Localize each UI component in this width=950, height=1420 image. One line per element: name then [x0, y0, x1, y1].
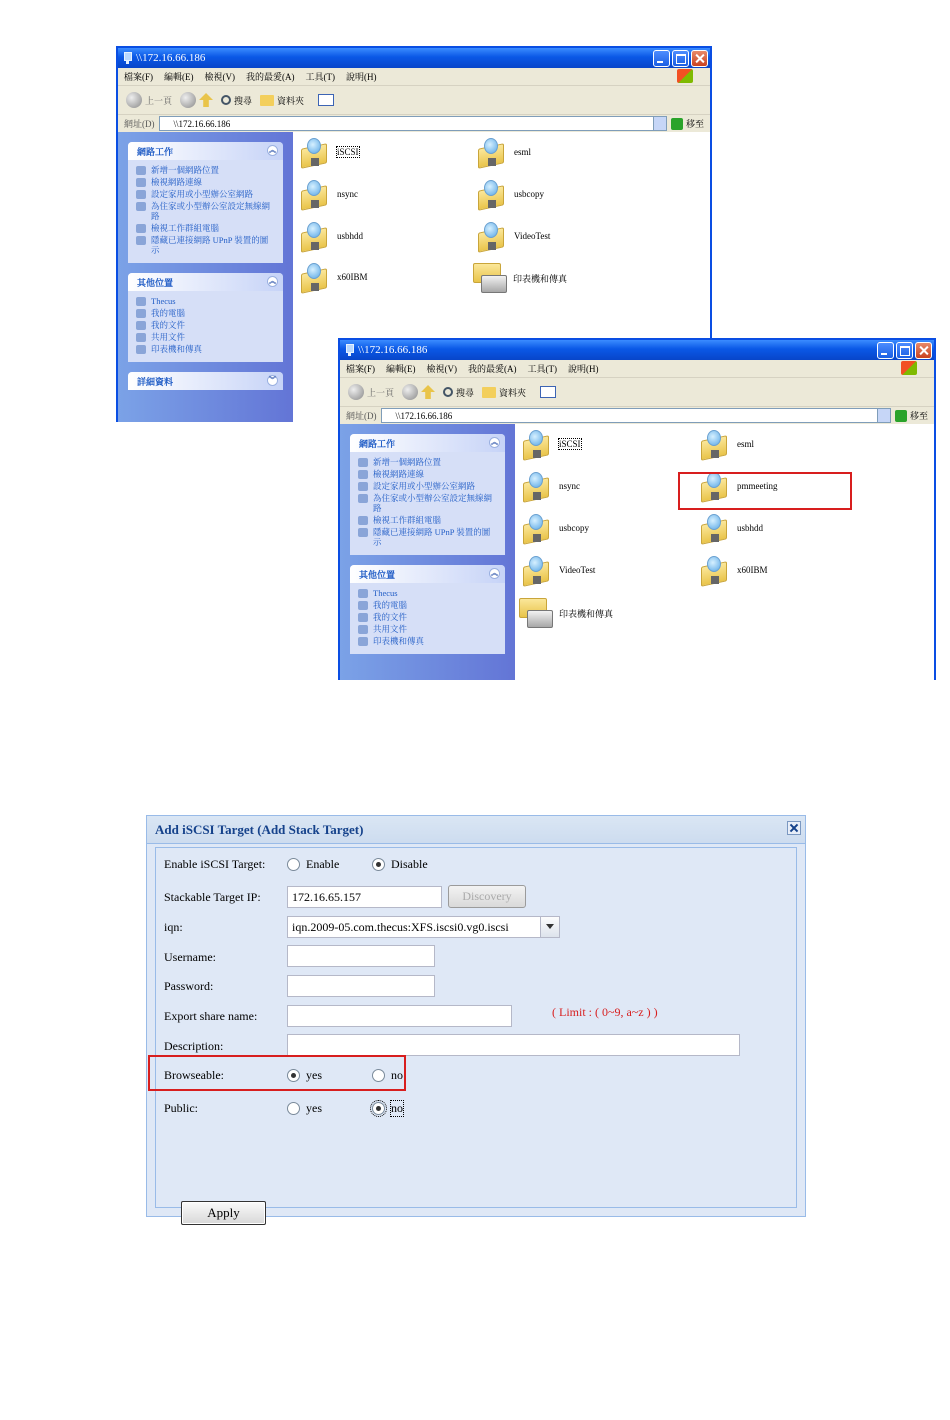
my-computer-icon — [136, 309, 146, 318]
description-input[interactable] — [287, 1034, 740, 1056]
task-pane — [340, 424, 515, 680]
place-printers[interactable]: 印表機和傳真 — [358, 636, 497, 646]
place-my-documents[interactable]: 我的文件 — [136, 320, 275, 330]
place-my-computer[interactable]: 我的電腦 — [358, 600, 497, 610]
browseable-yes-radio[interactable]: yes — [287, 1068, 322, 1083]
menu-favorites[interactable]: 我的最愛(A) — [468, 364, 517, 374]
folders-icon[interactable] — [260, 95, 274, 106]
my-documents-icon — [358, 613, 368, 622]
explorer-body — [340, 424, 934, 680]
stackable-ip-label: Stackable Target IP: — [164, 890, 261, 904]
dialog-header — [147, 816, 805, 844]
browseable-no-radio[interactable]: no — [372, 1068, 403, 1083]
place-shared-documents[interactable]: 共用文件 — [136, 332, 275, 342]
address-dropdown-icon[interactable] — [653, 117, 666, 130]
iqn-select[interactable]: iqn.2009-05.com.thecus:XFS.iscsi0.vg0.iscsi — [287, 916, 541, 938]
task-view-workgroup[interactable]: 檢視工作群組電腦 — [358, 515, 497, 525]
collapse-chevron-icon[interactable]: ︽ — [491, 569, 498, 577]
collapse-chevron-icon[interactable]: ︽ — [491, 438, 498, 446]
go-label: 移至 — [909, 411, 928, 421]
address-label: 網址(D) — [124, 119, 155, 129]
shared-folder-icon — [478, 222, 504, 250]
folders-button-label[interactable]: 資料夾 — [499, 387, 527, 398]
address-value: \\172.16.66.186 — [395, 410, 453, 421]
go-label: 移至 — [685, 119, 704, 129]
network-tasks-header[interactable] — [350, 434, 505, 452]
limit-hint: ( Limit : ( 0~9, a~z ) ) — [552, 1005, 658, 1019]
username-input[interactable] — [287, 945, 435, 967]
share-item[interactable]: usbhdd — [301, 222, 363, 250]
go-arrow-icon — [895, 410, 907, 422]
go-arrow-icon — [671, 118, 683, 130]
address-value: \\172.16.66.186 — [173, 118, 231, 129]
shared-folder-icon — [301, 263, 327, 291]
radio-icon[interactable] — [372, 1102, 385, 1115]
my-computer-icon — [358, 601, 368, 610]
task-setup-home-network[interactable]: 設定家用或小型辦公室網路 — [358, 481, 497, 491]
place-thecus[interactable]: Thecus — [136, 296, 275, 306]
address-input[interactable] — [159, 116, 667, 131]
go-button[interactable] — [671, 117, 704, 130]
shared-folder-icon — [478, 180, 504, 208]
views-icon[interactable] — [540, 386, 556, 398]
network-computer-icon — [358, 589, 368, 598]
wireless-network-icon — [358, 494, 368, 503]
shared-folder-icon — [701, 556, 727, 584]
shared-folder-icon — [478, 138, 504, 166]
title-bar — [340, 340, 934, 360]
share-item[interactable]: nsync — [301, 180, 358, 208]
printer-icon — [136, 345, 146, 354]
share-item[interactable]: esml — [478, 138, 531, 166]
go-button[interactable] — [895, 409, 928, 422]
task-setup-wireless[interactable]: 為住家或小型辦公室設定無線網路 — [358, 493, 497, 513]
password-input[interactable] — [287, 975, 435, 997]
window-title: \\172.16.66.186 — [136, 52, 206, 64]
task-hide-upnp[interactable]: 隱藏已連接網路 UPnP 裝置的圖示 — [136, 235, 275, 255]
details-title: 詳細資料 — [137, 376, 174, 387]
network-folder-icon — [344, 344, 354, 356]
export-share-label: Export share name: — [164, 1009, 258, 1023]
menu-bar — [340, 360, 934, 378]
task-view-connections[interactable]: 檢視網路連線 — [136, 177, 275, 187]
password-label: Password: — [164, 979, 214, 993]
task-pane — [118, 132, 293, 422]
shared-folder-icon — [701, 514, 727, 542]
shared-folder-icon — [523, 514, 549, 542]
other-places-title: 其他位置 — [137, 277, 174, 288]
stackable-ip-input[interactable]: 172.16.65.157 — [287, 886, 442, 908]
menu-help[interactable]: 說明(H) — [346, 72, 377, 82]
close-button[interactable] — [691, 50, 708, 67]
window-title: \\172.16.66.186 — [358, 344, 428, 356]
address-label: 網址(D) — [346, 411, 377, 421]
other-places-header[interactable] — [128, 273, 283, 291]
add-iscsi-target-dialog — [146, 815, 806, 1220]
network-tasks-title: 網路工作 — [359, 438, 396, 449]
up-folder-icon[interactable] — [421, 385, 435, 399]
address-bar — [118, 115, 710, 133]
other-places-panel — [350, 565, 505, 654]
add-network-place-icon — [358, 458, 368, 467]
enable-radio[interactable]: Enable — [287, 857, 339, 872]
dialog-title: Add iSCSI Target (Add Stack Target) — [155, 821, 364, 837]
radio-icon[interactable] — [287, 858, 300, 871]
radio-icon[interactable] — [287, 1102, 300, 1115]
dialog-form — [155, 847, 797, 1220]
share-item-pmmeeting[interactable]: pmmeeting — [701, 472, 778, 500]
add-network-place-icon — [136, 166, 146, 175]
forward-arrow-icon[interactable] — [180, 92, 196, 108]
place-my-computer[interactable]: 我的電腦 — [136, 308, 275, 318]
share-item[interactable]: iSCSI — [523, 430, 581, 458]
shared-folder-icon — [523, 472, 549, 500]
shared-documents-icon — [136, 333, 146, 342]
discovery-button[interactable]: Discovery — [448, 885, 526, 908]
apply-button[interactable]: Apply — [181, 1201, 266, 1225]
printer-folder-icon — [473, 263, 505, 293]
task-setup-wireless[interactable]: 為住家或小型辦公室設定無線網路 — [136, 201, 275, 221]
search-icon[interactable] — [221, 95, 231, 105]
share-item[interactable]: usbhdd — [701, 514, 763, 542]
task-add-network-place[interactable]: 新增一個網路位置 — [358, 457, 497, 467]
shared-folder-icon — [301, 138, 327, 166]
place-printers[interactable]: 印表機和傳真 — [136, 344, 275, 354]
task-view-connections[interactable]: 檢視網路連線 — [358, 469, 497, 479]
network-tasks-panel — [128, 142, 283, 263]
other-places-panel — [128, 273, 283, 362]
menu-tools[interactable]: 工具(T) — [527, 364, 557, 374]
collapse-chevron-icon[interactable]: ︽ — [269, 146, 276, 154]
toolbar — [118, 86, 710, 115]
shared-folder-icon — [301, 180, 327, 208]
task-add-network-place[interactable]: 新增一個網路位置 — [136, 165, 275, 175]
address-input[interactable] — [381, 408, 891, 423]
maximize-button[interactable] — [672, 50, 689, 67]
address-bar — [340, 407, 934, 425]
printers-item[interactable]: 印表機和傳真 — [519, 598, 613, 628]
menu-edit[interactable]: 編輯(E) — [164, 72, 194, 82]
network-folder-icon — [122, 52, 132, 64]
task-view-workgroup[interactable]: 檢視工作群組電腦 — [136, 223, 275, 233]
menu-tools[interactable]: 工具(T) — [305, 72, 335, 82]
export-share-input[interactable] — [287, 1005, 512, 1027]
shared-folder-icon — [523, 430, 549, 458]
public-yes-radio[interactable]: yes — [287, 1101, 322, 1116]
share-item[interactable]: iSCSI — [301, 138, 359, 166]
minimize-button[interactable] — [653, 50, 670, 67]
forward-arrow-icon[interactable] — [402, 384, 418, 400]
place-my-documents[interactable]: 我的文件 — [358, 612, 497, 622]
share-item[interactable]: VideoTest — [523, 556, 595, 584]
shared-documents-icon — [358, 625, 368, 634]
windows-logo-icon — [901, 361, 917, 375]
menu-file[interactable]: 檔案(F) — [124, 72, 153, 82]
search-button-label[interactable]: 搜尋 — [456, 387, 475, 398]
browseable-label: Browseable: — [164, 1068, 224, 1082]
public-no-radio[interactable]: no — [372, 1101, 403, 1116]
shared-folder-icon — [523, 556, 549, 584]
folders-icon[interactable] — [482, 387, 496, 398]
description-label: Description: — [164, 1039, 224, 1053]
menu-help[interactable]: 說明(H) — [568, 364, 599, 374]
my-documents-icon — [136, 321, 146, 330]
minimize-button[interactable] — [877, 342, 894, 359]
windows-logo-icon — [677, 69, 693, 83]
home-network-icon — [136, 190, 146, 199]
other-places-title: 其他位置 — [359, 569, 396, 580]
details-header[interactable] — [128, 372, 283, 390]
radio-icon[interactable] — [372, 858, 385, 871]
public-label: Public: — [164, 1101, 199, 1115]
back-arrow-icon[interactable] — [348, 384, 364, 400]
task-hide-upnp[interactable]: 隱藏已連接網路 UPnP 裝置的圖示 — [358, 527, 497, 547]
menu-edit[interactable]: 編輯(E) — [386, 364, 416, 374]
upnp-device-icon — [358, 528, 368, 537]
close-icon[interactable] — [787, 821, 801, 835]
printers-item[interactable]: 印表機和傳真 — [473, 263, 567, 293]
menu-favorites[interactable]: 我的最愛(A) — [246, 72, 295, 82]
menu-view[interactable]: 檢視(V) — [426, 364, 457, 374]
shared-folder-icon — [701, 430, 727, 458]
back-arrow-icon[interactable] — [126, 92, 142, 108]
network-tasks-title: 網路工作 — [137, 146, 174, 157]
pmmeeting-highlight — [678, 472, 852, 510]
file-list — [515, 424, 934, 680]
enable-iscsi-label: Enable iSCSI Target: — [164, 857, 266, 871]
place-shared-documents[interactable]: 共用文件 — [358, 624, 497, 634]
close-button[interactable] — [915, 342, 932, 359]
wireless-network-icon — [136, 202, 146, 211]
share-item[interactable]: usbcopy — [523, 514, 589, 542]
share-item[interactable]: usbcopy — [478, 180, 544, 208]
back-button-label[interactable]: 上一頁 — [367, 387, 395, 398]
menu-view[interactable]: 檢視(V) — [204, 72, 235, 82]
network-tasks-header[interactable] — [128, 142, 283, 160]
back-button-label[interactable]: 上一頁 — [145, 95, 173, 106]
task-setup-home-network[interactable]: 設定家用或小型辦公室網路 — [136, 189, 275, 199]
home-network-icon — [358, 482, 368, 491]
username-label: Username: — [164, 950, 216, 964]
collapse-chevron-icon[interactable]: ︽ — [269, 277, 276, 285]
workgroup-icon — [136, 224, 146, 233]
disable-radio[interactable]: Disable — [372, 857, 428, 872]
network-computer-icon — [136, 297, 146, 306]
views-icon[interactable] — [318, 94, 334, 106]
toolbar — [340, 378, 934, 407]
workgroup-icon — [358, 516, 368, 525]
expand-chevron-icon[interactable]: ︾ — [269, 376, 276, 384]
search-button-label[interactable]: 搜尋 — [234, 95, 253, 106]
iqn-label: iqn: — [164, 920, 183, 934]
share-item[interactable]: VideoTest — [478, 222, 550, 250]
up-folder-icon[interactable] — [199, 93, 213, 107]
menu-file[interactable]: 檔案(F) — [346, 364, 375, 374]
share-item[interactable]: x60IBM — [701, 556, 768, 584]
chevron-down-icon[interactable] — [540, 916, 560, 938]
printer-icon — [358, 637, 368, 646]
other-places-header[interactable] — [350, 565, 505, 583]
place-thecus[interactable]: Thecus — [358, 588, 497, 598]
share-item[interactable]: x60IBM — [301, 263, 368, 291]
title-bar — [118, 48, 710, 68]
network-tasks-panel — [350, 434, 505, 555]
printer-folder-icon — [519, 598, 551, 628]
browseable-highlight — [148, 1055, 406, 1091]
shared-folder-icon — [301, 222, 327, 250]
details-panel — [128, 372, 283, 390]
share-item[interactable]: esml — [701, 430, 754, 458]
folders-button-label[interactable]: 資料夾 — [277, 95, 305, 106]
menu-bar — [118, 68, 710, 86]
share-item[interactable]: nsync — [523, 472, 580, 500]
upnp-device-icon — [136, 236, 146, 245]
address-dropdown-icon[interactable] — [877, 409, 890, 422]
search-icon[interactable] — [443, 387, 453, 397]
network-connections-icon — [358, 470, 368, 479]
network-connections-icon — [136, 178, 146, 187]
maximize-button[interactable] — [896, 342, 913, 359]
